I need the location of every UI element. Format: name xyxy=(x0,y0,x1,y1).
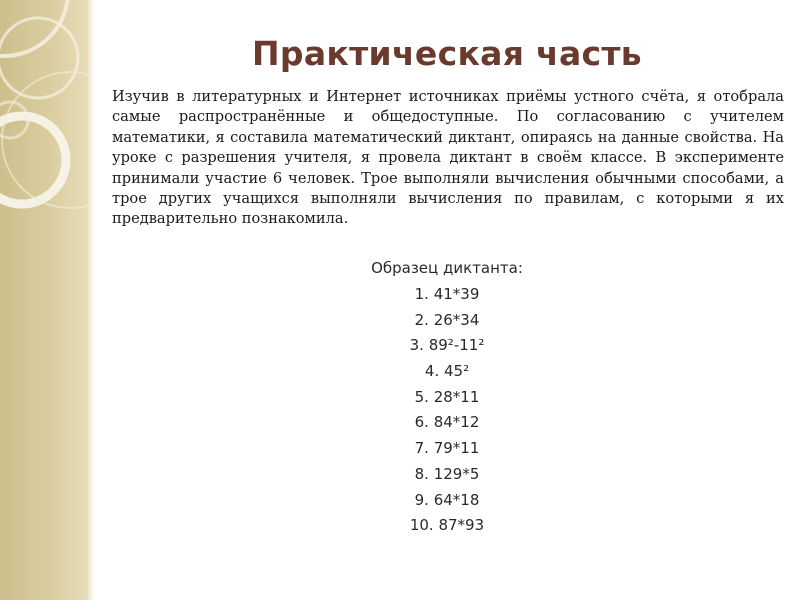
decorative-side-band xyxy=(0,0,88,600)
list-item: 10. 87*93 xyxy=(409,516,485,535)
list-item: 6. 84*12 xyxy=(414,413,480,432)
decorative-rings xyxy=(0,0,88,600)
slide-title: Практическая часть xyxy=(252,34,642,73)
list-item: 7. 79*11 xyxy=(414,439,480,458)
list-item: 1. 41*39 xyxy=(414,285,480,303)
list-item: 2. 26*34 xyxy=(414,310,480,329)
dictation-section xyxy=(94,254,800,539)
list-item: 3. 89²-11² xyxy=(409,336,485,355)
body-paragraph: Изучив в литературных и Интернет источниках приёмы устного счёта, я отобрала самые распространённые и общедоступные. По согласованию с учителем математики, я составила математический диктант, опираясь на данные свойства. На уроке с разрешения учителя, я провела диктант в своём классе. В эксперименте принимали участие 6 человек. Трое выполняли вычисления обычными способами, а трое других учащихся выполняли вычисления по правилам, с которыми я их предварительно познакомила. xyxy=(112,88,784,228)
list-item: 4. 45² xyxy=(424,362,470,381)
dictation-list xyxy=(94,282,800,539)
list-item: 9. 64*18 xyxy=(414,490,480,509)
list-item: 5. 28*11 xyxy=(414,387,480,406)
list-item: 8. 129*5 xyxy=(414,464,480,483)
dictation-heading: Образец диктанта: xyxy=(371,259,523,277)
